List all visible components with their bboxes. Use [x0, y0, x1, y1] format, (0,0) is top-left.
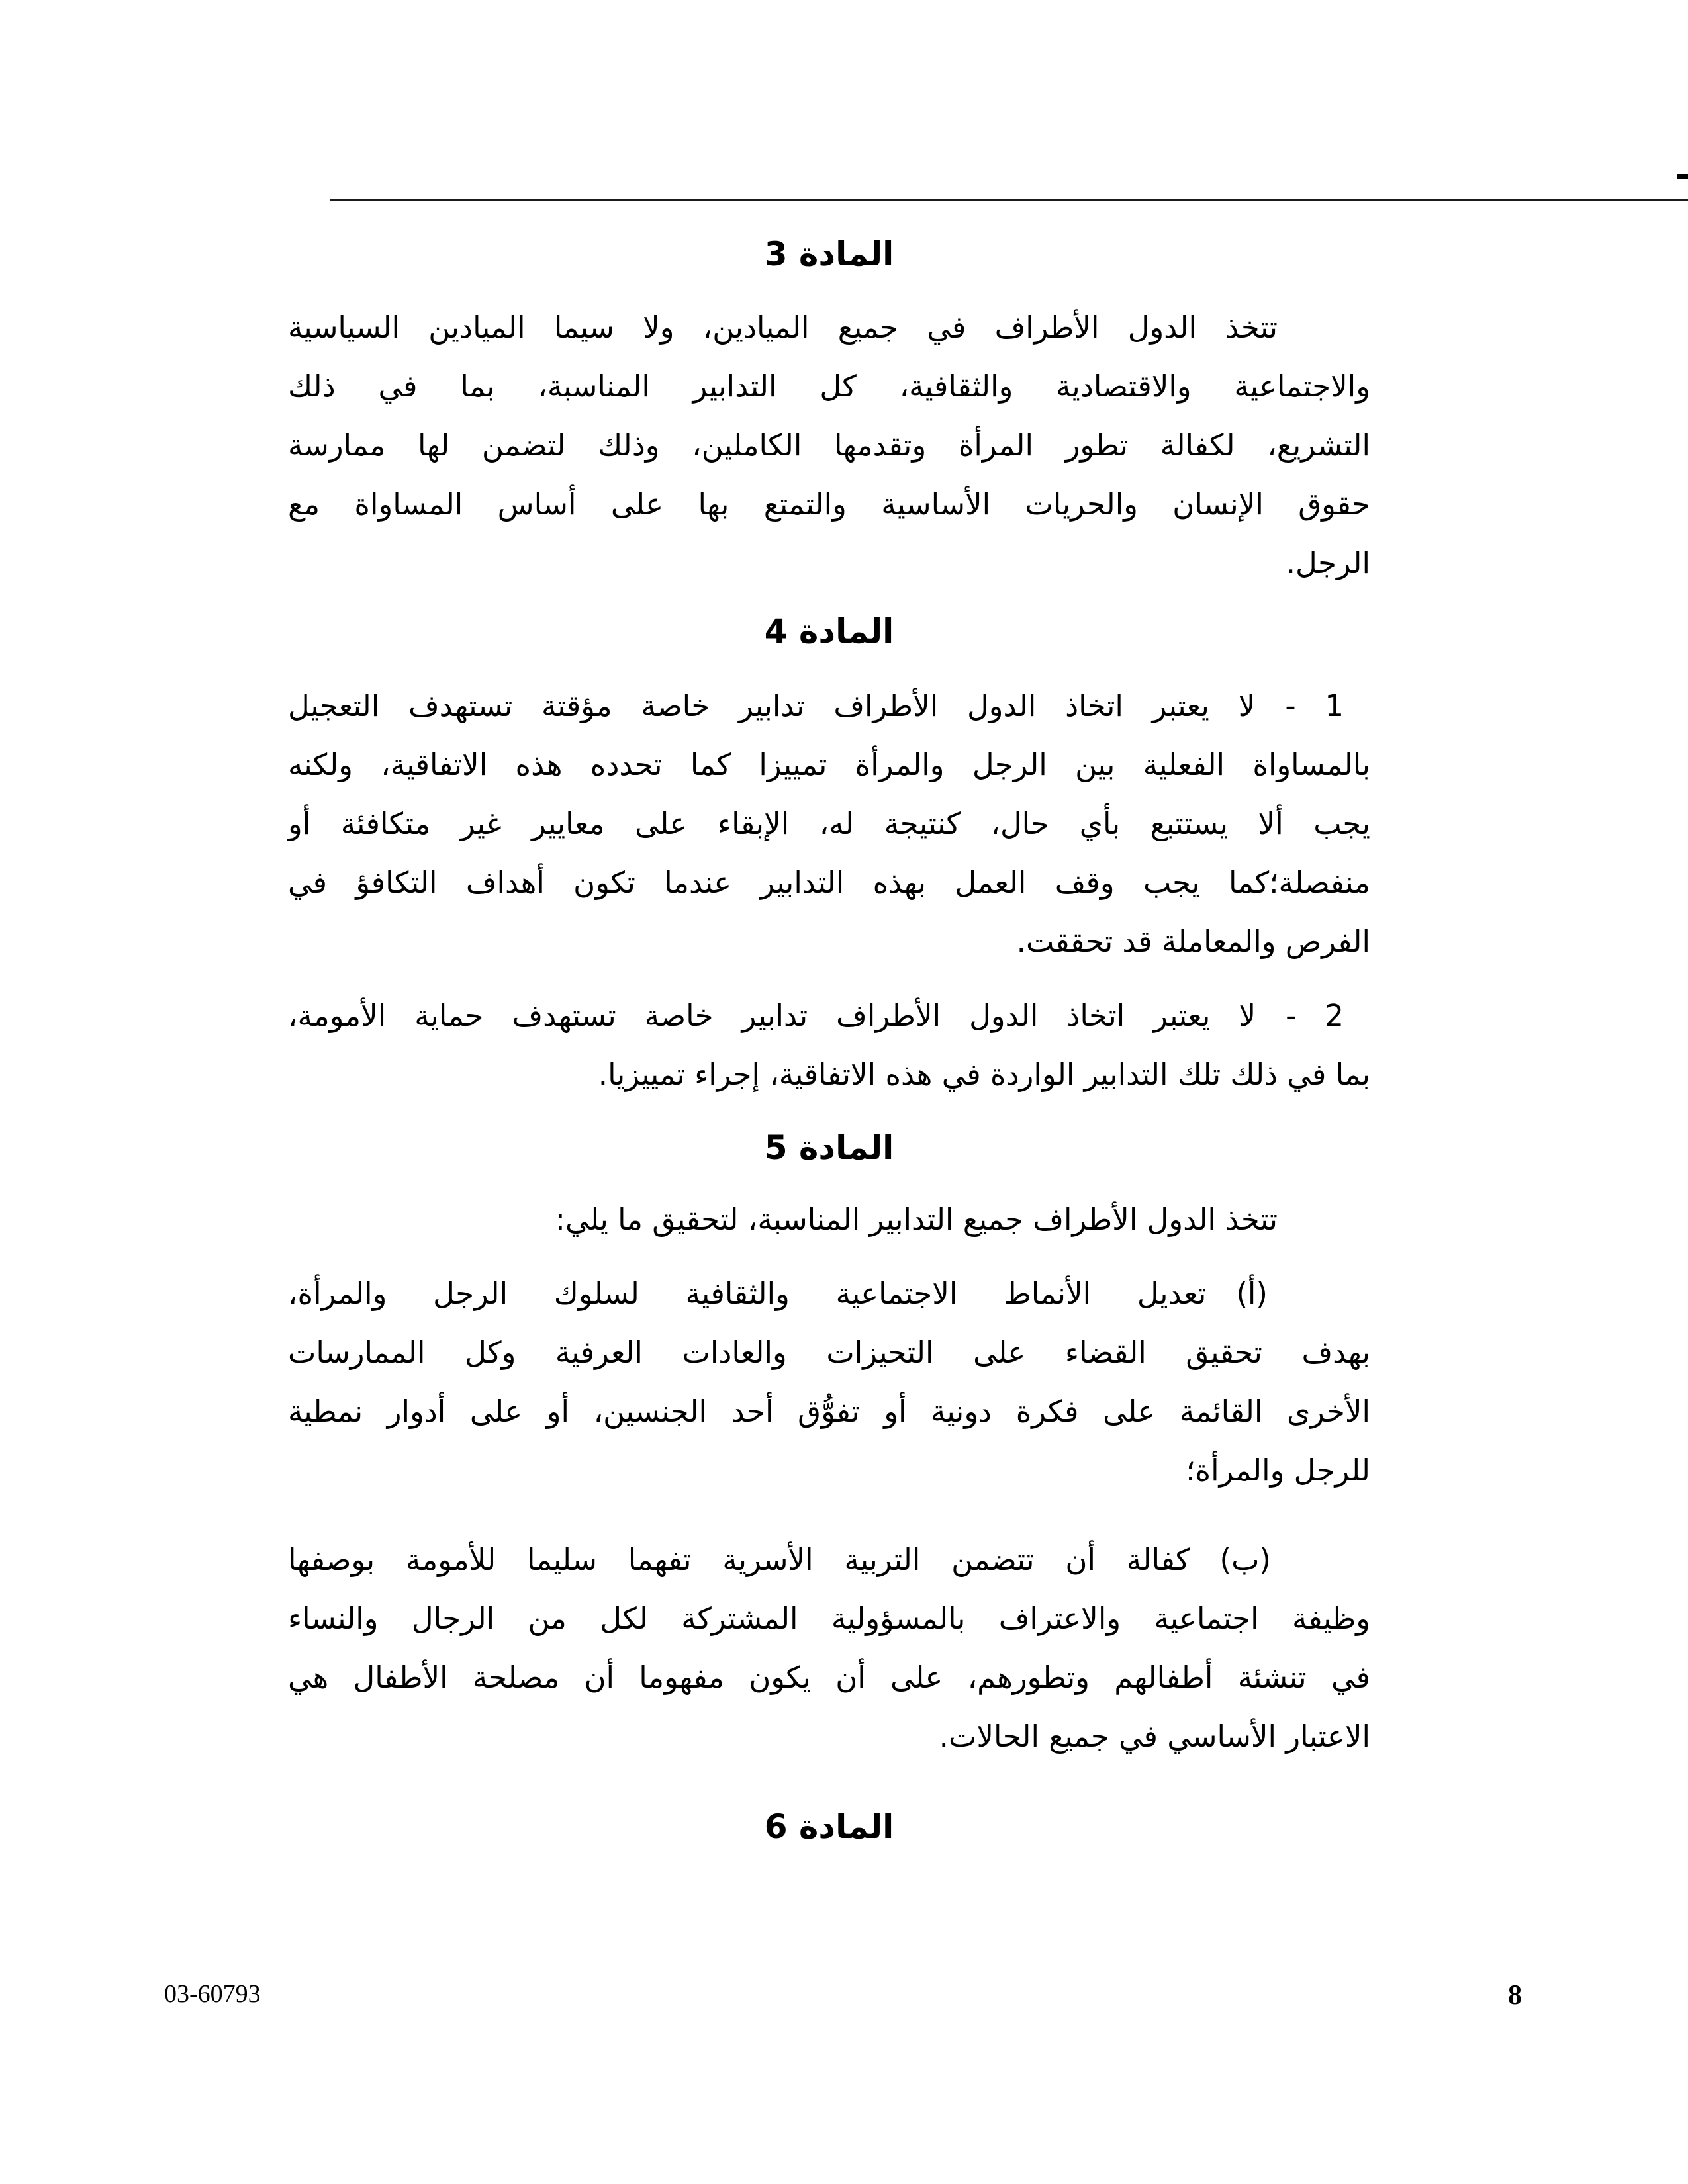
text-line: يجب ألا يستتبع بأي حال، كنتيجة له، الإبقاء على معايير غير متكافئة أو	[288, 806, 1370, 841]
text-line: بهدف تحقيق القضاء على التحيزات والعادات العرفية وكل الممارسات	[288, 1335, 1370, 1370]
paragraph	[288, 676, 1370, 971]
text-line: الفرص والمعاملة قد تحققت.	[1016, 924, 1370, 959]
document-number: 03-60793	[164, 1980, 261, 2008]
text-line: للرجل والمرأة؛	[1186, 1453, 1370, 1488]
paragraph	[288, 986, 1370, 1104]
article-heading: المادة 3	[764, 235, 894, 273]
paragraph	[288, 1190, 1370, 1249]
paragraph	[288, 1264, 1370, 1500]
text-line: 1 - لا يعتبر اتخاذ الدول الأطراف تدابير خاصة مؤقتة تستهدف التعجيل	[288, 688, 1344, 723]
text-line: الأخرى القائمة على فكرة دونية أو تفوُّق أحد الجنسين، أو على أدوار نمطية	[288, 1394, 1370, 1429]
article-heading: المادة 5	[764, 1128, 894, 1167]
text-line: والاجتماعية والاقتصادية والثقافية، كل التدابير المناسبة، بما في ذلك	[288, 369, 1370, 404]
text-line: وظيفة اجتماعية والاعتراف بالمسؤولية المشتركة لكل من الرجال والنساء	[288, 1601, 1370, 1636]
text-line: الاعتبار الأساسي في جميع الحالات.	[939, 1719, 1370, 1754]
text-line: بما في ذلك تلك التدابير الواردة في هذه الاتفاقية، إجراء تمييزيا.	[598, 1057, 1370, 1092]
text-line: حقوق الإنسان والحريات الأساسية والتمتع بها على أساس المساواة مع	[288, 486, 1370, 522]
text-line: تتخذ الدول الأطراف جميع التدابير المناسبة، لتحقيق ما يلي:	[555, 1202, 1278, 1237]
article-heading: المادة 4	[764, 612, 894, 651]
text-line: التشريع، لكفالة تطور المرأة وتقدمها الكاملين، وذلك لتضمن لها ممارسة	[288, 428, 1370, 463]
article-heading: المادة 6	[764, 1807, 894, 1846]
text-line: تتخذ الدول الأطراف في جميع الميادين، ولا سيما الميادين السياسية	[288, 310, 1278, 345]
text-line: (ب) كفالة أن تتضمن التربية الأسرية تفهما سليما للأمومة بوصفها	[288, 1542, 1271, 1577]
text-line: (أ) تعديل الأنماط الاجتماعية والثقافية لسلوك الرجل والمرأة،	[288, 1276, 1268, 1311]
text-line: بالمساواة الفعلية بين الرجل والمرأة تمييزا كما تحدده هذه الاتفاقية، ولكنه	[288, 747, 1370, 782]
paragraph	[288, 1530, 1370, 1766]
text-line: منفصلة؛كما يجب وقف العمل بهذه التدابير عندما تكون أهداف التكافؤ في	[288, 865, 1370, 900]
text-line: 2 - لا يعتبر اتخاذ الدول الأطراف تدابير خاصة تستهدف حماية الأمومة،	[288, 998, 1344, 1033]
page-number: 8	[1508, 1980, 1522, 2011]
paragraph	[288, 298, 1370, 592]
text-line: في تنشئة أطفالهم وتطورهم، على أن يكون مفهوما أن مصلحة الأطفال هي	[288, 1660, 1370, 1695]
text-line: الرجل.	[1286, 545, 1370, 580]
